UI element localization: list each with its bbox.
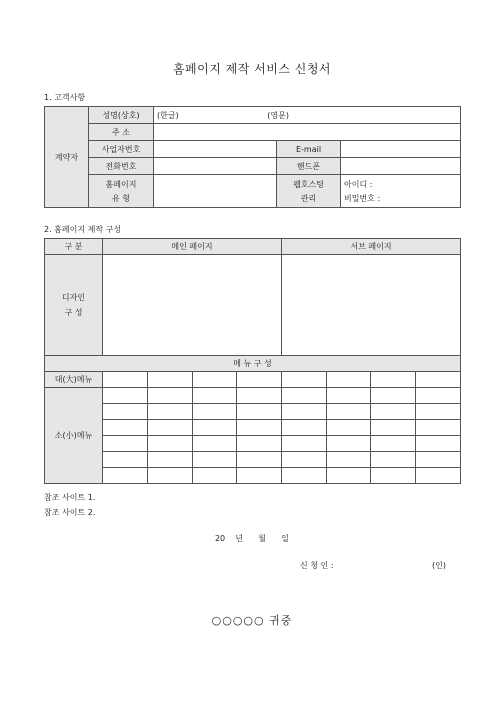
minor-menu-cell[interactable] [327, 436, 371, 452]
major-menu-cell[interactable] [371, 372, 416, 388]
composition-table [44, 238, 461, 484]
korean-name-hint: (한글) [157, 110, 179, 120]
major-menu-cell[interactable] [237, 372, 282, 388]
applicant-label: 신 청 인 : [300, 561, 334, 570]
hosting-pw-label: 비밀번호 : [344, 193, 381, 203]
minor-menu-cell[interactable] [416, 404, 461, 420]
minor-menu-cell[interactable] [282, 436, 327, 452]
minor-menu-cell[interactable] [237, 404, 282, 420]
design-label [45, 255, 103, 356]
hp-type-field[interactable] [154, 175, 277, 208]
name-field[interactable] [154, 107, 461, 124]
minor-menu-cell[interactable] [103, 388, 148, 404]
minor-menu-cell[interactable] [282, 420, 327, 436]
minor-menu-cell[interactable] [327, 468, 371, 484]
hosting-field[interactable] [341, 175, 461, 208]
ref-site-2: 참조 사이트 2. [44, 508, 96, 517]
hosting-label-1: 웹호스팅 [293, 179, 324, 189]
minor-menu-cell[interactable] [237, 452, 282, 468]
address-field[interactable] [154, 124, 461, 141]
hosting-label-2: 관리 [300, 193, 317, 203]
bizno-field[interactable] [154, 141, 277, 158]
main-page-design-field[interactable] [103, 255, 282, 356]
date-line: 20 년 월 일 [214, 534, 290, 543]
minor-menu-cell[interactable] [416, 420, 461, 436]
minor-menu-cell[interactable] [193, 420, 237, 436]
name-label: 성명(상호) [89, 107, 154, 124]
minor-menu-cell[interactable] [327, 404, 371, 420]
recipient-line: ○○○○○ 귀중 [211, 614, 293, 627]
minor-menu-cell[interactable] [282, 468, 327, 484]
minor-menu-cell[interactable] [103, 468, 148, 484]
minor-menu-cell[interactable] [148, 420, 193, 436]
minor-menu-cell[interactable] [193, 468, 237, 484]
main-page-header: 메인 페이지 [103, 239, 282, 255]
minor-menu-cell[interactable] [371, 452, 416, 468]
phone-label: 전화번호 [89, 158, 154, 175]
minor-menu-cell[interactable] [371, 388, 416, 404]
minor-menu-cell[interactable] [371, 436, 416, 452]
section2-heading: 2. 홈페이지 제작 구성 [44, 225, 122, 234]
minor-menu-cell[interactable] [416, 436, 461, 452]
sub-page-design-field[interactable] [282, 255, 461, 356]
menu-config-header: 메 뉴 구 성 [45, 356, 461, 372]
minor-menu-cell[interactable] [416, 468, 461, 484]
minor-menu-cell[interactable] [148, 436, 193, 452]
minor-menu-cell[interactable] [416, 452, 461, 468]
major-menu-cell[interactable] [416, 372, 461, 388]
hosting-id-label: 아이디 : [344, 179, 373, 189]
minor-menu-cell[interactable] [327, 420, 371, 436]
minor-menu-cell[interactable] [193, 404, 237, 420]
major-menu-cell[interactable] [193, 372, 237, 388]
minor-menu-cell[interactable] [282, 452, 327, 468]
division-label: 구 분 [45, 239, 103, 255]
minor-menu-cell[interactable] [103, 420, 148, 436]
bizno-label: 사업자번호 [89, 141, 154, 158]
email-field[interactable] [341, 141, 461, 158]
minor-menu-cell[interactable] [103, 452, 148, 468]
minor-menu-cell[interactable] [282, 404, 327, 420]
major-menu-cell[interactable] [282, 372, 327, 388]
mobile-label: 핸드폰 [277, 158, 341, 175]
minor-menu-cell[interactable] [193, 436, 237, 452]
minor-menu-label: 소(小)메뉴 [45, 388, 103, 484]
phone-field[interactable] [154, 158, 277, 175]
minor-menu-cell[interactable] [237, 468, 282, 484]
minor-menu-cell[interactable] [327, 388, 371, 404]
minor-menu-cell[interactable] [416, 388, 461, 404]
sub-page-header: 서브 페이지 [282, 239, 461, 255]
email-label: E-mail [277, 141, 341, 158]
minor-menu-cell[interactable] [103, 436, 148, 452]
seal-mark: (인) [432, 561, 446, 570]
major-menu-label: 대(大)메뉴 [45, 372, 103, 388]
design-label-2: 구 성 [64, 308, 83, 317]
minor-menu-cell[interactable] [148, 388, 193, 404]
minor-menu-cell[interactable] [193, 388, 237, 404]
hp-type-label-1: 홈페이지 [105, 179, 137, 189]
minor-menu-cell[interactable] [371, 420, 416, 436]
major-menu-cell[interactable] [103, 372, 148, 388]
minor-menu-cell[interactable] [148, 452, 193, 468]
hp-type-label [89, 175, 154, 208]
minor-menu-cell[interactable] [327, 452, 371, 468]
minor-menu-cell[interactable] [237, 420, 282, 436]
minor-menu-cell[interactable] [371, 404, 416, 420]
section1-heading: 1. 고객사항 [44, 93, 86, 102]
major-menu-cell[interactable] [148, 372, 193, 388]
english-name-hint: (영문) [267, 110, 289, 120]
design-label-1: 디자인 [61, 293, 86, 302]
hp-type-label-2: 유 형 [112, 193, 130, 203]
page-title: 홈페이지 제작 서비스 신청서 [172, 62, 332, 76]
contractor-label: 계약자 [45, 107, 89, 208]
customer-info-table [44, 106, 461, 208]
address-label: 주 소 [89, 124, 154, 141]
minor-menu-cell[interactable] [282, 388, 327, 404]
minor-menu-cell[interactable] [371, 468, 416, 484]
minor-menu-cell[interactable] [103, 404, 148, 420]
mobile-field[interactable] [341, 158, 461, 175]
minor-menu-cell[interactable] [148, 468, 193, 484]
minor-menu-cell[interactable] [237, 436, 282, 452]
hosting-label [277, 175, 341, 208]
minor-menu-cell[interactable] [193, 452, 237, 468]
minor-menu-cell[interactable] [237, 388, 282, 404]
minor-menu-cell[interactable] [148, 404, 193, 420]
ref-site-1: 참조 사이트 1. [44, 493, 96, 502]
major-menu-cell[interactable] [327, 372, 371, 388]
